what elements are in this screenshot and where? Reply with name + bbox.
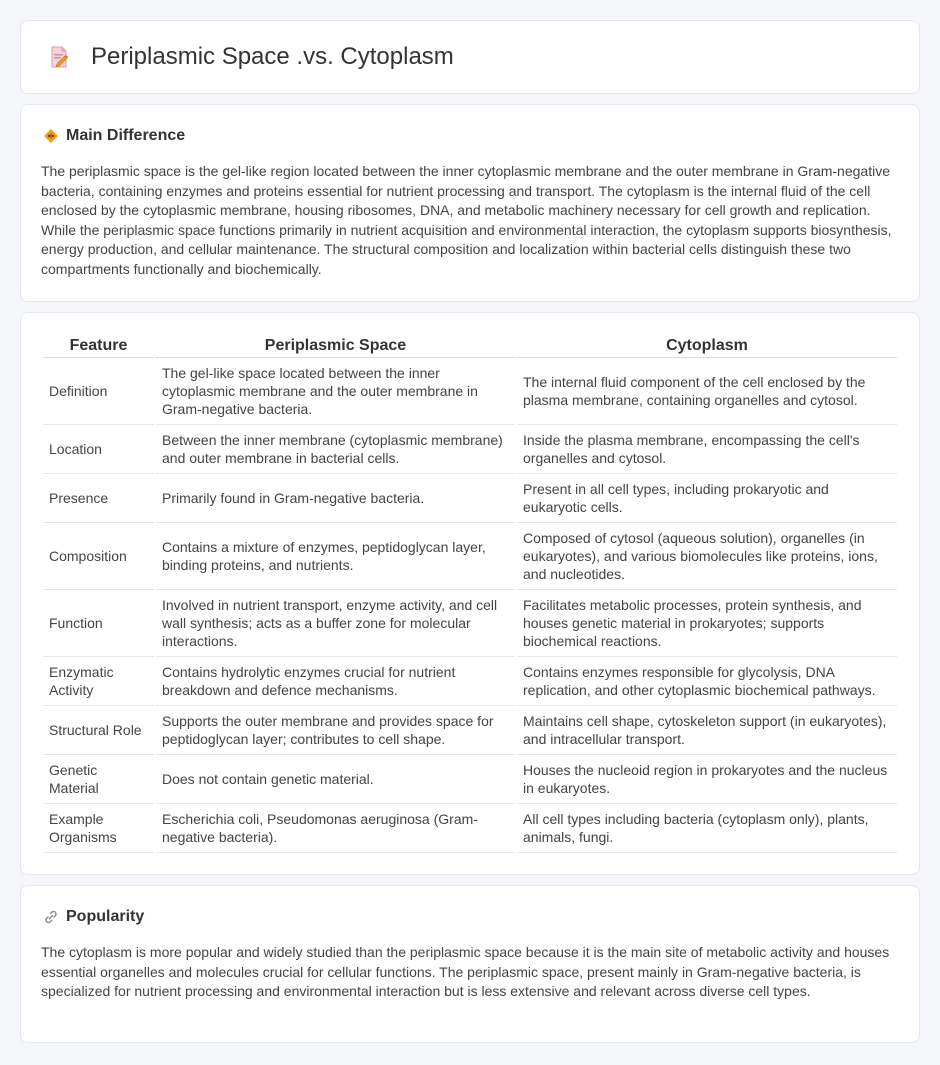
feature-cell: Presence xyxy=(43,474,154,523)
popularity-title: Popularity xyxy=(66,908,145,925)
table-row xyxy=(43,523,897,590)
cytoplasm-cell: Facilitates metabolic processes, protein synthesis, and houses genetic material in prokaryotes; supports biochemical reactions. xyxy=(517,590,897,657)
page-title: Periplasmic Space .vs. Cytoplasm xyxy=(91,43,454,70)
table-row xyxy=(43,706,897,755)
periplasmic-cell: Involved in nutrient transport, enzyme activity, and cell wall synthesis; acts as a buffer zone for molecular interactions. xyxy=(156,590,515,657)
cytoplasm-cell: Houses the nucleoid region in prokaryotes and the nucleus in eukaryotes. xyxy=(517,755,897,804)
table-row xyxy=(43,425,897,474)
cytoplasm-cell: Composed of cytosol (aqueous solution), organelles (in eukaryotes), and various biomolecules like proteins, ions, and nucleotides. xyxy=(517,523,897,590)
periplasmic-cell: Contains hydrolytic enzymes crucial for nutrient breakdown and defence mechanisms. xyxy=(156,657,515,706)
periplasmic-cell: Contains a mixture of enzymes, peptidoglycan layer, binding proteins, and nutrients. xyxy=(156,523,515,590)
main-difference-heading xyxy=(43,127,899,145)
feature-cell: Function xyxy=(43,590,154,657)
periplasmic-cell: Does not contain genetic material. xyxy=(156,755,515,804)
cytoplasm-cell: All cell types including bacteria (cytoplasm only), plants, animals, fungi. xyxy=(517,804,897,853)
feature-cell: Definition xyxy=(43,358,154,425)
main-difference-text: The periplasmic space is the gel-like region located between the inner cytoplasmic membrane and the outer membrane in Gram-negative bacteria, containing enzymes and proteins essential for nutrient processing and transport. The cytoplasm is the internal fluid of the cell enclosed by the cytoplasmic membrane, housing ribosomes, DNA, and metabolic machinery necessary for cell growth and replication. While the periplasmic space functions primarily in nutrient acquisition and environmental interaction, the cytoplasm supports biosynthesis, energy production, and cellular maintenance. The structural composition and localization within bacterial cells distinguish these two compartments functionally and biochemically. xyxy=(41,163,892,277)
popularity-text: The cytoplasm is more popular and widely studied than the periplasmic space because it is the main site of metabolic activity and houses essential organelles and molecules crucial for cellular functions. The periplasmic space, present mainly in Gram-negative bacteria, is specialized for nutrient processing and environmental interaction but is less extensive and relevant across diverse cell types. xyxy=(41,944,890,1000)
feature-cell: Location xyxy=(43,425,154,474)
feature-cell: Genetic Material xyxy=(43,755,154,804)
table-row xyxy=(43,755,897,804)
cytoplasm-cell: Present in all cell types, including prokaryotic and eukaryotic cells. xyxy=(517,474,897,523)
popularity-heading xyxy=(43,908,899,926)
cytoplasm-cell: Contains enzymes responsible for glycolysis, DNA replication, and other cytoplasmic biochemical pathways. xyxy=(517,657,897,706)
link-icon xyxy=(43,909,59,925)
feature-cell: Example Organisms xyxy=(43,804,154,853)
cytoplasm-cell: The internal fluid component of the cell enclosed by the plasma membrane, containing organelles and cytosol. xyxy=(517,358,897,425)
feature-cell: Composition xyxy=(43,523,154,590)
feature-cell: Structural Role xyxy=(43,706,154,755)
periplasmic-cell: Primarily found in Gram-negative bacteria. xyxy=(156,474,515,523)
comparison-table-card xyxy=(20,312,920,875)
table-row xyxy=(43,657,897,706)
header-card xyxy=(20,20,920,94)
periplasmic-cell: Supports the outer membrane and provides space for peptidoglycan layer; contributes to cell shape. xyxy=(156,706,515,755)
table-row xyxy=(43,358,897,425)
column-header-feature: Feature xyxy=(43,333,154,358)
feature-cell: Enzymatic Activity xyxy=(43,657,154,706)
periplasmic-cell: Escherichia coli, Pseudomonas aeruginosa (Gram-negative bacteria). xyxy=(156,804,515,853)
diamond-sparkle-icon xyxy=(43,128,59,144)
column-header-periplasmic-space: Periplasmic Space xyxy=(156,333,515,358)
periplasmic-cell: The gel-like space located between the inner cytoplasmic membrane and the outer membrane in Gram-negative bacteria. xyxy=(156,358,515,425)
cytoplasm-cell: Inside the plasma membrane, encompassing the cell's organelles and cytosol. xyxy=(517,425,897,474)
table-row xyxy=(43,474,897,523)
comparison-table xyxy=(41,333,899,853)
popularity-section xyxy=(20,885,920,1043)
document-pencil-icon xyxy=(47,45,71,69)
column-header-cytoplasm: Cytoplasm xyxy=(517,333,897,358)
periplasmic-cell: Between the inner membrane (cytoplasmic membrane) and outer membrane in bacterial cells. xyxy=(156,425,515,474)
cytoplasm-cell: Maintains cell shape, cytoskeleton support (in eukaryotes), and intracellular transport. xyxy=(517,706,897,755)
table-row xyxy=(43,804,897,853)
main-difference-title: Main Difference xyxy=(66,127,186,144)
main-difference-section xyxy=(20,104,920,302)
table-row xyxy=(43,590,897,657)
table-header-row xyxy=(43,333,897,358)
